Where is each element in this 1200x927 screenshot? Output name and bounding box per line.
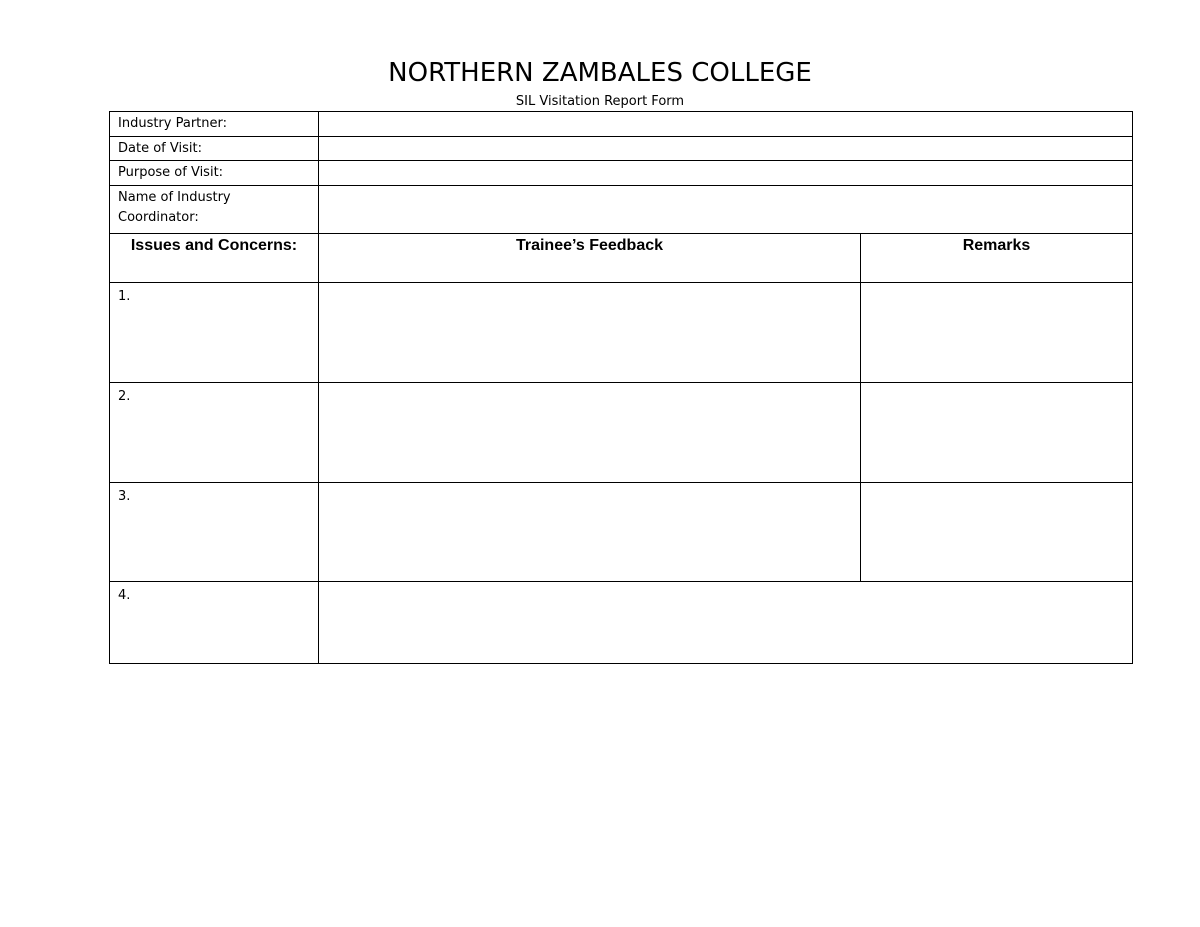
industry-partner-label: Industry Partner: — [110, 112, 319, 137]
purpose-of-visit-label: Purpose of Visit: — [110, 161, 319, 186]
visitation-report-table — [109, 111, 1133, 664]
feedback-cell[interactable] — [319, 483, 861, 582]
issues-header: Issues and Concerns: — [110, 234, 319, 283]
form-subtitle: SIL Visitation Report Form — [515, 94, 685, 109]
coordinator-field[interactable] — [319, 186, 1133, 234]
coordinator-label-line2: Coordinator: — [118, 210, 199, 225]
remarks-header: Remarks — [861, 234, 1133, 283]
remarks-cell[interactable] — [861, 483, 1133, 582]
feedback-cell[interactable] — [319, 383, 861, 483]
issue-number: 1. — [110, 283, 319, 383]
feedback-cell[interactable] — [319, 582, 1133, 664]
feedback-cell[interactable] — [319, 283, 861, 383]
table-row — [110, 283, 1133, 383]
remarks-cell[interactable] — [861, 283, 1133, 383]
date-of-visit-field[interactable] — [319, 137, 1133, 161]
purpose-of-visit-field[interactable] — [319, 161, 1133, 186]
coordinator-label-line1: Name of Industry — [118, 190, 231, 205]
remarks-cell[interactable] — [861, 383, 1133, 483]
industry-partner-row — [110, 112, 1133, 137]
page-title: NORTHERN ZAMBALES COLLEGE — [388, 58, 812, 88]
table-row — [110, 582, 1133, 664]
industry-partner-field[interactable] — [319, 112, 1133, 137]
issue-number: 3. — [110, 483, 319, 582]
date-of-visit-label: Date of Visit: — [110, 137, 319, 161]
purpose-of-visit-row — [110, 161, 1133, 186]
date-of-visit-row — [110, 137, 1133, 161]
table-row — [110, 483, 1133, 582]
issue-number: 2. — [110, 383, 319, 483]
column-header-row — [110, 234, 1133, 283]
coordinator-row — [110, 186, 1133, 234]
feedback-header: Trainee’s Feedback — [319, 234, 861, 283]
issue-number: 4. — [110, 582, 319, 664]
table-row — [110, 383, 1133, 483]
coordinator-label — [110, 186, 319, 234]
